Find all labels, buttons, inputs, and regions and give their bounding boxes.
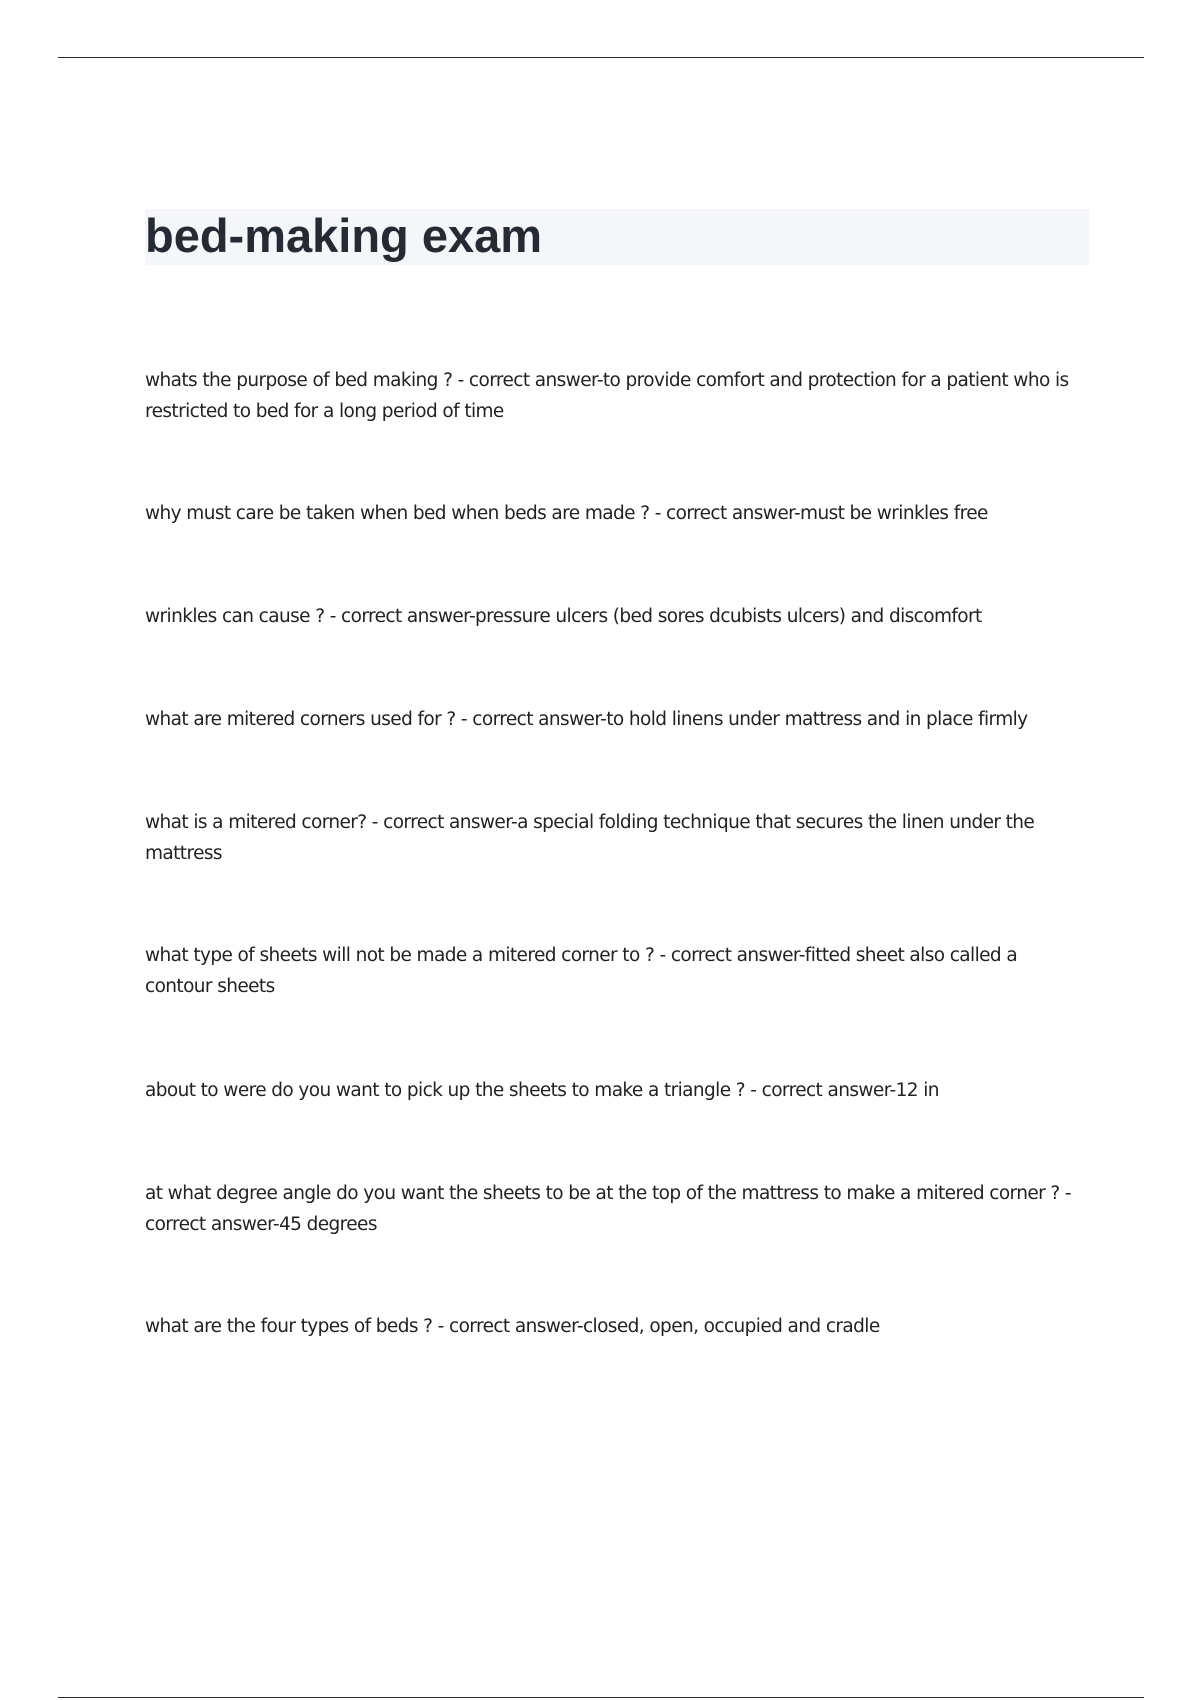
qa-item-4: what are mitered corners used for ? - correct answer-to hold linens under mattress and in place firmly [145,709,1028,730]
qa-item-5: what is a mitered corner? - correct answer-a special folding technique that secures the linen under the mattress [145,812,1035,864]
qa-item-6: what type of sheets will not be made a mitered corner to ? - correct answer-fitted sheet also called a contour sheets [145,945,1018,997]
top-rule [58,57,1144,58]
qa-item-9: what are the four types of beds ? - correct answer-closed, open, occupied and cradle [145,1316,880,1337]
qa-item-7: about to were do you want to pick up the sheets to make a triangle ? - correct answer-12 in [145,1080,939,1101]
qa-item-2: why must care be taken when bed when beds are made ? - correct answer-must be wrinkles free [145,503,988,524]
document-title: bed-making exam [145,209,543,262]
bottom-rule [58,1697,1144,1698]
qa-item-3: wrinkles can cause ? - correct answer-pressure ulcers (bed sores dcubists ulcers) and discomfort [145,606,982,627]
qa-item-1: whats the purpose of bed making ? - correct answer-to provide comfort and protection for a patient who is restricted to bed for a long period of time [145,370,1069,422]
qa-item-8: at what degree angle do you want the sheets to be at the top of the mattress to make a mitered corner ? - correct answer-45 degrees [145,1183,1072,1235]
